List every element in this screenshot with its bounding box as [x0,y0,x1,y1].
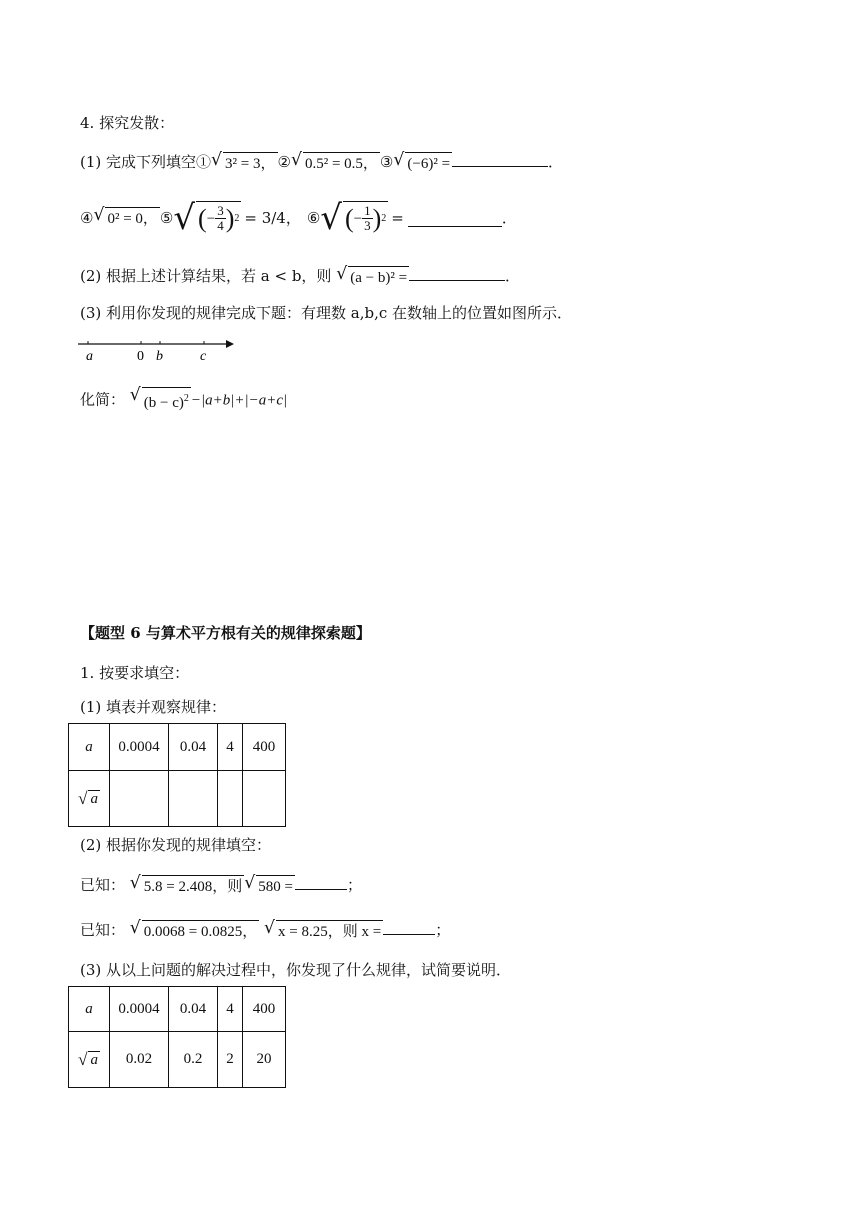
number-line-label-0: 0 [137,349,144,364]
answer-blank-item6[interactable] [408,210,502,227]
sqrt-0-0068: √ 0.0068 = 0.0825， [130,920,259,943]
known1-line: 已知： √ 5.8 = 2.408，则 √ 580 = ； [80,873,362,898]
number-line [76,334,236,366]
table-2-header-sqrt: √ a [69,1032,110,1088]
table-2-header-a: a [69,987,110,1032]
table-1-cell: 0.0004 [110,724,169,771]
sqrt-580: √ 580 = [244,875,295,898]
section6-part3: (3) 从以上问题的解决过程中，你发现了什么规律，试简要说明． [80,961,512,979]
table-2-row-a [69,987,286,1032]
table-2-cell: 0.0004 [110,987,169,1032]
table-1-row-sqrt [69,771,286,827]
simplify-label: 化简： [80,390,126,409]
number-line-label-a: a [86,349,93,364]
q4-item2-mark: ② [277,153,291,171]
q4-item5-rhs: = 3/4， [244,209,301,227]
q4-item3-mark: ③ [379,153,394,171]
number-line-arrow [226,340,234,348]
sqrt-a-minus-b-squared: √ (a − b)² = [336,266,409,289]
table-1-answer-cell[interactable] [169,771,218,827]
table-2-cell: 0.2 [169,1032,218,1088]
sqrt-05-squared: √ 0.5² = 0.5， [291,152,380,175]
q4-item6-mark: ⑥ [306,209,321,227]
number-line-label-b: b [156,349,163,364]
sqrt-b-minus-c-squared: √ $(b - c)^2$ [130,387,191,414]
table-1-row-a [69,724,286,771]
q4-part3-text: (3) 利用你发现的规律完成下题：有理数 a,b,c 在数轴上的位置如图所示． [80,304,573,322]
q4-item5-mark: ⑤ [159,209,174,227]
q4-simplify-line [80,387,287,414]
section6-part1: (1) 填表并观察规律： [80,698,227,716]
sqrt-0-squared: √ 0² = 0， [93,207,159,230]
sqrt-neg6-squared: √ (−6)² = [393,152,452,175]
table-1-answer-cell[interactable] [243,771,286,827]
table-1-answer-cell[interactable] [110,771,169,827]
answer-blank-sqrt580[interactable] [295,873,347,890]
q4-item4-mark: ④ [80,209,94,227]
answer-blank-item3[interactable] [452,150,548,167]
simplify-expression: −|a+b|+|−a+c| [190,392,288,409]
table-2-cell: 0.02 [110,1032,169,1088]
table-2-cell: 20 [243,1032,286,1088]
table-1-cell: 0.04 [169,724,218,771]
table-2-cell: 4 [218,987,243,1032]
table-1-header-a: a [69,724,110,771]
q4-part1-intro: (1) 完成下列填空① [80,153,212,171]
section6-q1: 1. 按要求填空： [80,664,190,682]
q4-part1-line: (1) 完成下列填空① √ 3² = 3， ② √ 0.5² = 0.5， ③ √ (−6)² = ． [80,150,563,175]
table-1-cell: 4 [218,724,243,771]
section6-heading: 【题型 6 与算术平方根有关的规律探索题】 [80,624,371,642]
answer-blank-x[interactable] [383,918,435,935]
table-1-cell: 400 [243,724,286,771]
table-1-header-sqrt: √ a [69,771,110,827]
table-1 [68,723,286,827]
sqrt-3-squared: √ 3² = 3， [211,152,277,175]
table-1-answer-cell[interactable] [218,771,243,827]
q4-part2-text: (2) 根据上述计算结果，若 a < b，则 [80,267,332,285]
sqrt-neg-three-quarters-squared: √ ( − $\frac{3}{4}$ ) 2 [173,198,240,238]
table-2-cell: 0.04 [169,987,218,1032]
table-2-cell: 400 [243,987,286,1032]
sqrt-neg-one-third-squared: √ ( − $\frac{1}{3}$ ) 2 [320,198,387,238]
q4-title: 4. 探究发散： [80,114,175,132]
table-2-row-sqrt [69,1032,286,1088]
section6-part2: (2) 根据你发现的规律填空： [80,836,272,854]
known2-line: 已知： √ 0.0068 = 0.0825， √ x = 8.25，则 x = ； [80,918,450,943]
q4-part2-line: (2) 根据上述计算结果，若 a < b，则 √ (a − b)² = ． [80,264,520,289]
answer-blank-part2[interactable] [409,264,505,281]
table-2 [68,986,286,1088]
table-2-cell: 2 [218,1032,243,1088]
q4-part1-line2: ④ √ 0² = 0， ⑤ √ ( − $\frac{3}{4}$ ) 2 = 3/4， ⑥ √ ( − $\frac{1}{3}$ ) 2 = ． [80,198,517,238]
number-line-label-c: c [200,349,207,364]
sqrt-5-8: √ 5.8 = 2.408，则 [130,875,244,898]
sqrt-x: √ x = 8.25，则 x = [264,920,383,943]
